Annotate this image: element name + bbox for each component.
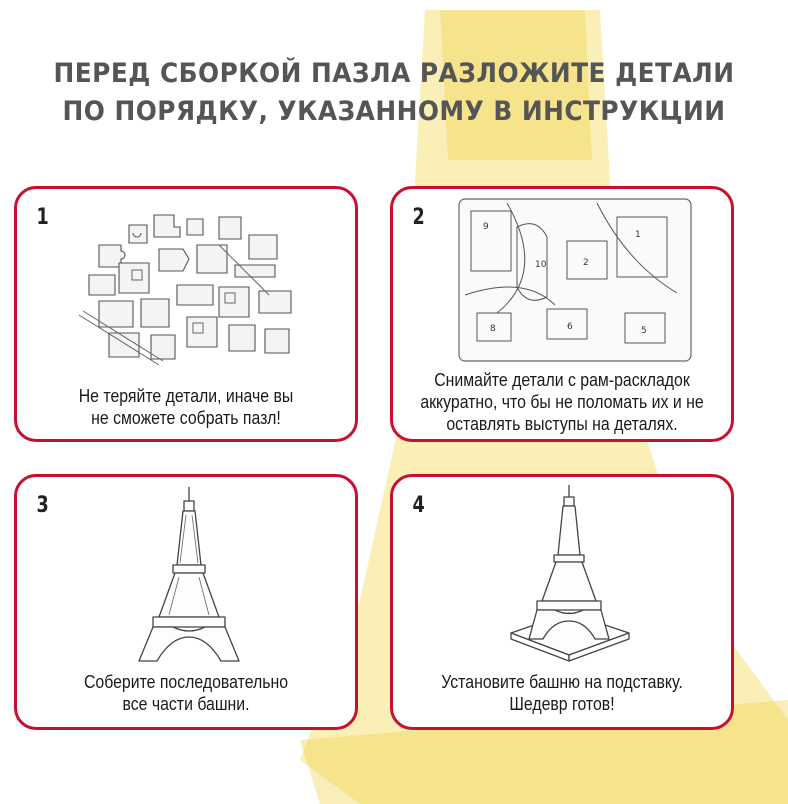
step-card-3 — [14, 474, 358, 730]
scattered-puzzle-pieces-illustration — [69, 205, 309, 375]
page-title-line-1: ПЕРЕД СБОРКОЙ ПАЗЛА РАЗЛОЖИТЕ ДЕТАЛИ — [53, 58, 735, 89]
step-caption: Соберите последовательно все части башни. — [83, 672, 289, 714]
step-number: 3 — [36, 493, 49, 518]
step-card-4 — [390, 474, 734, 730]
frame-label: 8 — [490, 324, 496, 334]
page-title-line-2: ПО ПОРЯДКУ, УКАЗАННОМУ В ИНСТРУКЦИИ — [62, 96, 726, 127]
step-caption: Снимайте детали с рам-раскладок аккуратно, что бы не поломать их и не оставлять выступы на деталях. — [420, 370, 704, 434]
frame-label: 2 — [583, 258, 589, 268]
frame-label: 5 — [641, 326, 647, 336]
step-caption: Установите башню на подставку. Шедевр готов! — [441, 672, 683, 714]
step-caption: Не теряйте детали, иначе вы не сможете собрать пазл! — [78, 386, 294, 428]
step-number: 4 — [412, 493, 425, 518]
step-card-1 — [14, 186, 358, 442]
step-number: 2 — [412, 205, 425, 230]
frame-label: 6 — [567, 322, 573, 332]
eiffel-tower-illustration — [129, 485, 249, 667]
eiffel-tower-on-stand-illustration — [501, 483, 637, 663]
frame-label: 9 — [483, 222, 489, 232]
puzzle-frame-sheet-illustration — [457, 197, 693, 363]
frame-label: 1 — [635, 230, 641, 240]
step-card-2 — [390, 186, 734, 442]
step-number: 1 — [36, 205, 49, 230]
frame-label: 10 — [535, 260, 547, 270]
